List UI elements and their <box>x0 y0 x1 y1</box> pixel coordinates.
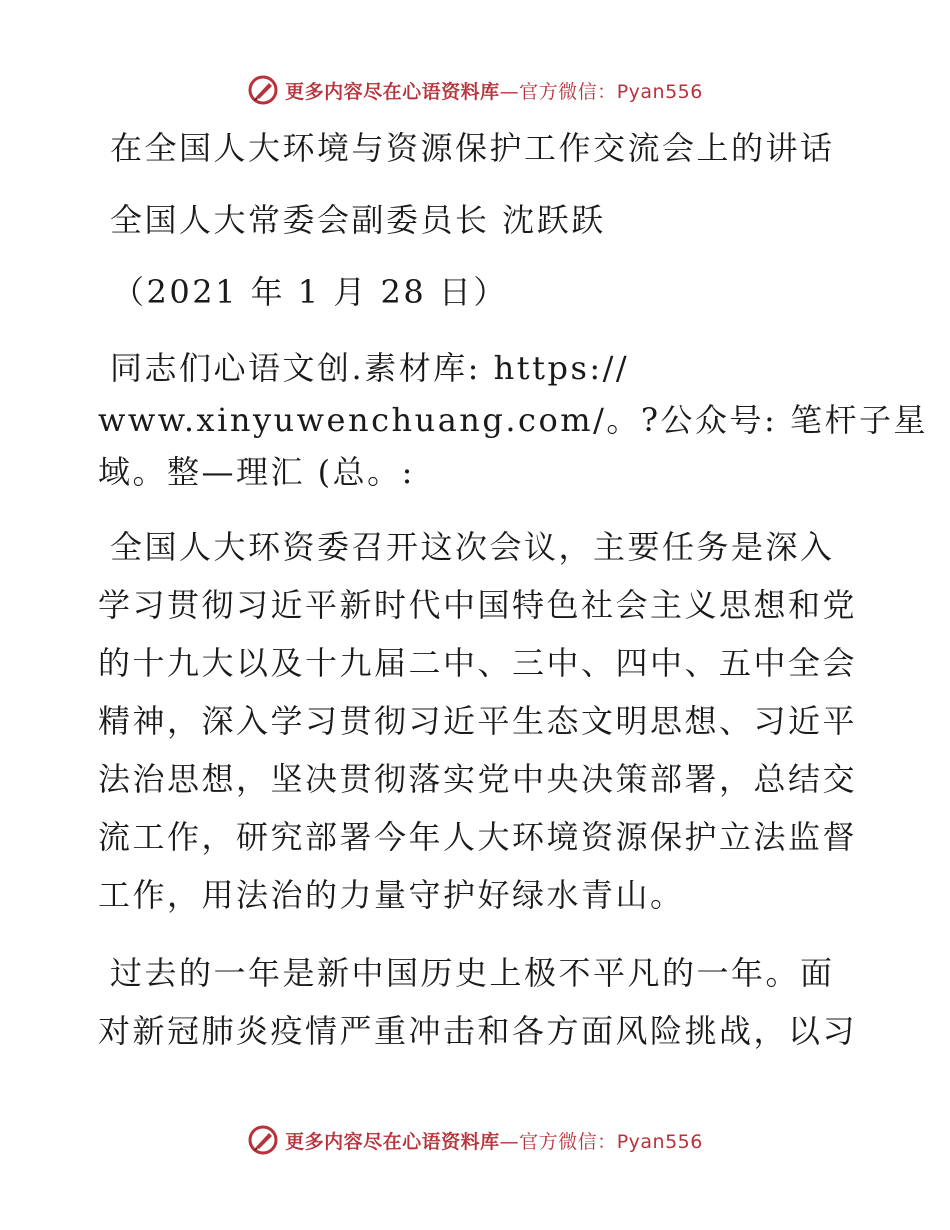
paragraph-line: 对新冠肺炎疫情严重冲击和各方面风险挑战，以习 <box>98 1012 858 1050</box>
salutation-line: 域。整—理汇 (总。: <box>98 453 415 491</box>
paragraph-1 <box>98 518 858 924</box>
document-date: （2021 年 1 月 28 日） <box>112 273 508 311</box>
paragraph-line: 法治思想，坚决贯彻落实党中央决策部署，总结交 <box>98 760 858 798</box>
banner-wechat-label: 官方微信： <box>519 1130 617 1153</box>
document-title: 在全国人大环境与资源保护工作交流会上的讲话 <box>110 129 835 167</box>
paragraph-2 <box>98 944 858 1060</box>
paragraph-line: 学习贯彻习近平新时代中国特色社会主义思想和党 <box>98 586 858 624</box>
paragraph-line: 的十九大以及十九届二中、三中、四中、五中全会 <box>98 644 858 682</box>
paragraph-line: 工作，用法治的力量守护好绿水青山。 <box>98 876 685 914</box>
header-banner-text <box>285 77 703 104</box>
document-body <box>98 122 928 1060</box>
salutation-line: www.xinyuwenchuang.com/。?公众号: 笔杆子星 <box>98 401 928 439</box>
banner-slogan: 更多内容尽在心语资料库 <box>285 80 500 103</box>
footer-banner-text <box>285 1127 703 1154</box>
document-author: 全国人大常委会副委员长 沈跃跃 <box>110 201 606 239</box>
banner-separator: — <box>499 80 520 103</box>
header-banner <box>0 70 950 110</box>
banner-wechat-id: Pyan556 <box>616 1130 703 1153</box>
salutation-line: 同志们心语文创.素材库: https:// <box>110 349 630 387</box>
paragraph-line: 流工作，研究部署今年人大环境资源保护立法监督 <box>98 818 858 856</box>
paragraph-line: 过去的一年是新中国历史上极不平凡的一年。面 <box>110 954 835 992</box>
salutation <box>98 342 928 498</box>
paragraph-line: 精神，深入学习贯彻习近平生态文明思想、习近平 <box>98 702 858 740</box>
banner-separator: — <box>499 1130 520 1153</box>
banner-wechat-label: 官方微信： <box>519 80 617 103</box>
banner-wechat-id: Pyan556 <box>616 80 703 103</box>
pen-logo-icon <box>247 74 279 106</box>
footer-banner <box>0 1120 950 1160</box>
paragraph-line: 全国人大环资委召开这次会议，主要任务是深入 <box>110 528 835 566</box>
pen-logo-icon <box>247 1124 279 1156</box>
banner-slogan: 更多内容尽在心语资料库 <box>285 1130 500 1153</box>
